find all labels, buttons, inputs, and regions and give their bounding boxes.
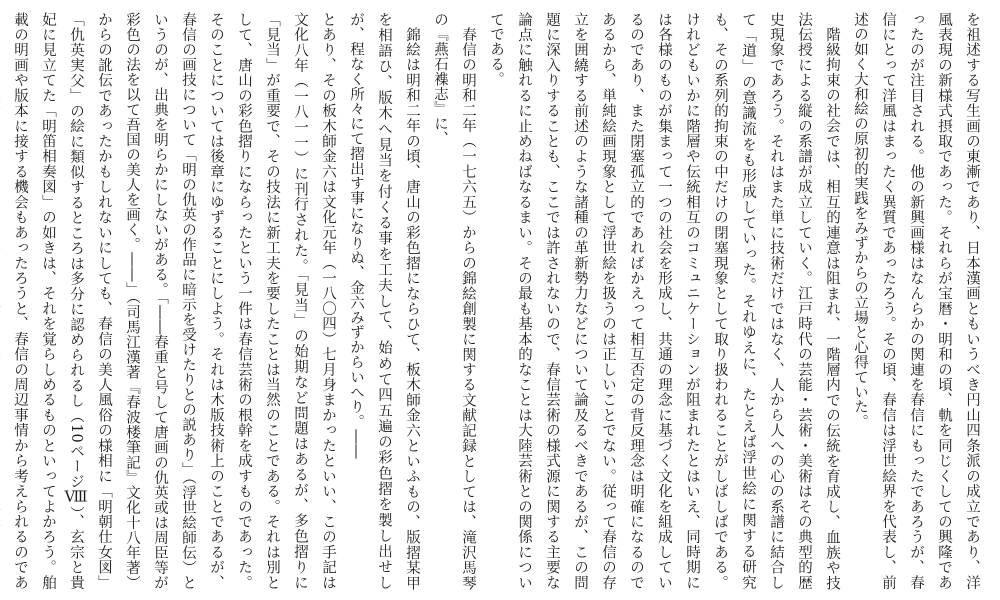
vertical-text-body xyxy=(12,12,986,590)
paragraph-5: とあり、その板木師金六は文化元年（一八〇四）七月身まかったといい、この手記は文化八年（一八一一）に刊行された。「見当」の始期など問題はあるが、多色摺りに「見当」が重要で、その技法に新工夫を要したことは当然のことである。それは別として、唐山の彩色摺りにならったという一件は春信芸術の根幹を成すものであった。そのことについては後章にゆずることにしよう。それは木版技術上のことであるが、春信の画技について「明の仇英の作品に暗示を受けたりとの説あり」（浮世絵師伝）というのが、出典を明らかにしないがある。「――春重と号して唐画の仇英或は周臣等が彩色の法を以て吾国の美人を画く。――」（司馬江漢著『春波楼筆記』文化十八年著）からの訛伝であったかもしれないにしても、春信の美人風俗の様相に「明朝仕女図」「仇英実父」の絵に類似するところは多分に認められるし（10ページⅧ）、玄宗と貴妃に見立てた「明笛相奏図」の如きは、それを覚らしめるものといってよかろう。舶載の明画や版本に接する機会もあったろうと、春信の周辺事情から考えられるのであ xyxy=(12,12,336,590)
quotation-paragraph: 錦絵は明和二年の頃、唐山の彩色摺にならひて、板木師金六といふもの、版摺某甲を相語ひ、版木へ見当を付くる事を工夫して、始めて四五遍の彩色摺を製し出せしが、程なく所々にて摺出す事になりぬ、金六みずからいへり。―― xyxy=(348,12,420,590)
paragraph-2: 階級拘束の社会では、相互的連意は阻まれ、一階層内での伝統を育成し、血族や技法伝授による縦の系譜が成立していく。江戸時代の芸能・芸術・美術はその典型的歴史現象であろう。それはまた単に技術だけではなく、人から人への心の系譜に結合して「道」の意識流をも形成していった。それゆえに、たとえば浮世絵に関する研究も、その系列的拘束の中だけの閉塞現象として取り扱われることがしばしばである。けれどもいかに階層や伝統相互のコミュニケーションが阻まれたとはいえ、同時期には各様のものが集まって一つの社会を形成し、共通の理念に基づく文化を組成しているのであり、また閉塞孤立的であればかえって相互否定の背反理念は明確になるのであるから、単純絵画現象として浮世絵を扱うのは正しいことでない。従って春信の存立を囲繞する前述のような諸種の革新勢力などについて論及るべきであるが、この問題に深入りすることも、ここでは許されないので、春信芸術の様式源に関する主要な論点に触れるに止めねばなるまい。その最も基本的なことは大陸芸術との関係についてである。 xyxy=(488,12,840,590)
paragraph-1: を祖述する写生画の東漸であり、日本漢画ともいうべき円山四条派の成立であり、洋風表現の新様式摂取であった。それらが宝暦・明和の頃、軌を同じくしての興隆であったのが注目される。他の新興画様はなんらかの関連を春信にもったであろうが、春信にとって洋風はまったく異質であったろう。その頃、春信は浮世絵界を代表し、前述の如く大和絵の原初的実践をみずからの立場と心得ていた。 xyxy=(852,12,980,590)
paragraph-3: 春信の明和二年（一七六五）からの錦絵創製に関する文献記録としては、滝沢馬琴の『燕石襍志』に、 xyxy=(432,12,476,590)
